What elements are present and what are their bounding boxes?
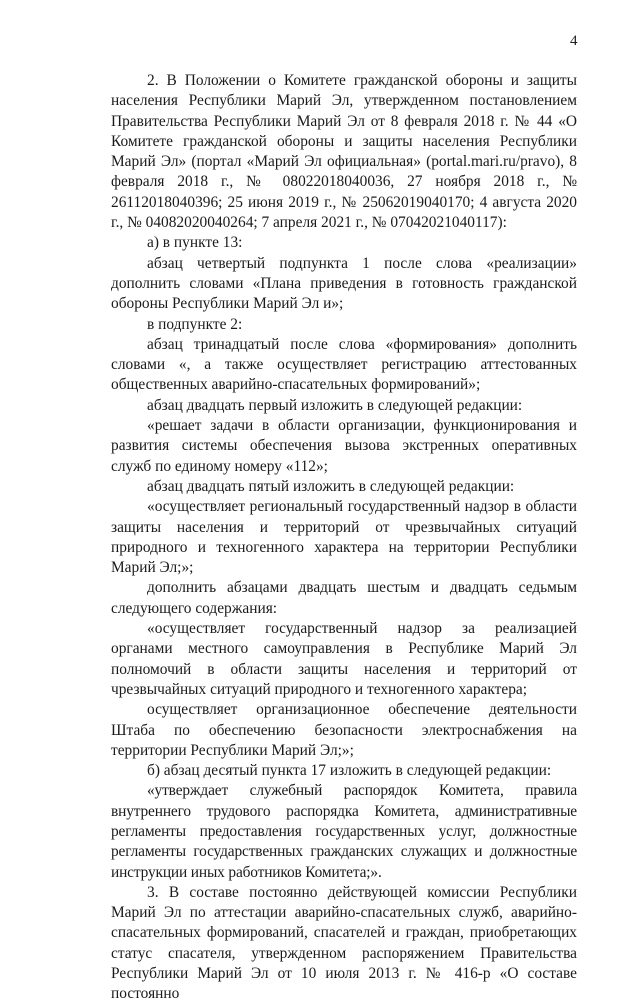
paragraph-instruction: абзац двадцать первый изложить в следующей редакции: (147, 396, 523, 414)
paragraph-subpoint-2: в подпункте 2: (147, 315, 243, 333)
paragraph-quote: «осуществляет государственный надзор за реализацией органами местного самоуправления в Республике Марий Эл полномочий в области защиты населения и территорий от чрезвычайных ситуаций природного и техногенного характера; (111, 620, 577, 698)
paragraph-item-3-intro: 3. В составе постоянно действующей комиссии Республики Марий Эл по аттестации аварийно-спасательных служб, аварийно-спасательных формирований, спасателей и граждан, приобретающих статус спасателя, утвержденном распоряжением Правительства Республики Марий Эл от 10 июля 2013 г. № 416-р «О составе постоянно (111, 883, 577, 1003)
paragraph-amendment: абзац тринадцатый после слова «формирования» дополнить словами «, а также осуществляет регистрацию аттестованных общественных аварийно-спасательных формирований»; (111, 335, 577, 394)
paragraph-subitem-b: б) абзац десятый пункта 17 изложить в следующей редакции: (147, 762, 552, 780)
paragraph-instruction: дополнить абзацами двадцать шестым и двадцать седьмым следующего содержания: (111, 579, 577, 617)
paragraph-subitem-a: а) в пункте 13: (147, 234, 243, 252)
paragraph-item-2-intro: 2. В Положении о Комитете гражданской обороны и защиты населения Республики Марий Эл, утвержденном постановлением Правительства Республики Марий Эл от 8 февраля 2018 г. № 44 «О Комитете гражданской обороны и защиты населения Республики Марий Эл» (портал «Марий Эл официальная» (portal.mari.ru/pravo), 8 февраля 2018 г., № 08022018040036, 27 ноября 2018 г., № 26112018040396; 25 июня 2019 г., № 25062019040170; 4 августа 2020 г., № 04082020040264; 7 апреля 2021 г., № 07042021040117): (111, 72, 577, 232)
paragraph-amendment: абзац четвертый подпункта 1 после слова «реализации» дополнить словами «Плана приведения в готовность гражданской обороны Республики Марий Эл и»; (111, 254, 577, 313)
paragraph-quote: «осуществляет региональный государственный надзор в области защиты населения и территорий от чрезвычайных ситуаций природного и техногенного характера на территории Республики Марий Эл;»; (111, 498, 577, 577)
paragraph-instruction: абзац двадцать пятый изложить в следующей редакции: (147, 477, 515, 495)
page-number: 4 (570, 33, 578, 49)
paragraph-quote: осуществляет организационное обеспечение деятельности Штаба по обеспечению безопасности электроснабжения на территории Республики Марий Эл;»; (111, 701, 577, 759)
paragraph-quote: «решает задачи в области организации, функционирования и развития системы обеспечения вызова экстренных оперативных служб по единому номеру «112»; (111, 417, 577, 475)
document-body (111, 71, 577, 1005)
paragraph-quote: «утверждает служебный распорядок Комитета, правила внутреннего трудового распорядка Комитета, административные регламенты предоставления государственных услуг, должностные регламенты государственных гражданских служащих и должностные инструкции иных работников Комитета;». (111, 782, 577, 881)
